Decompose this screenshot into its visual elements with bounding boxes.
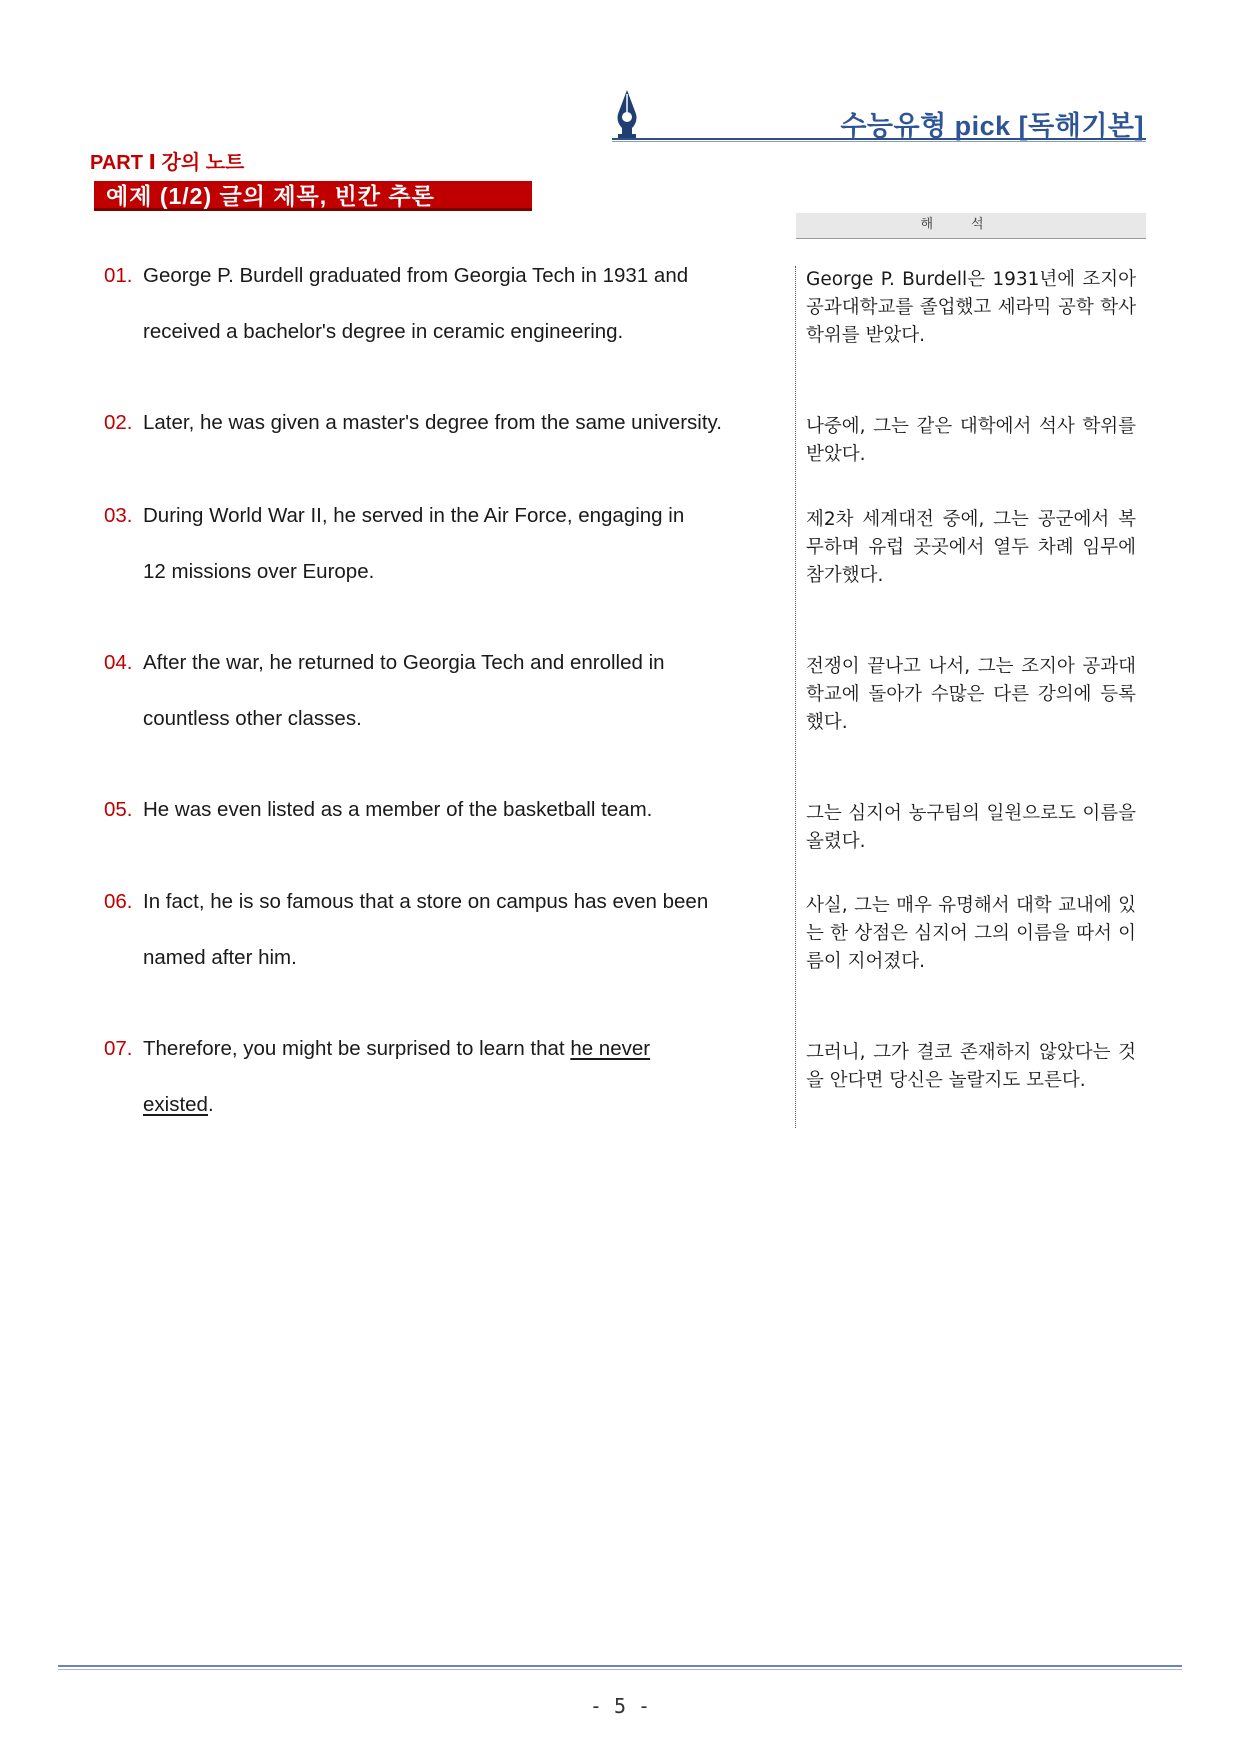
sentence-text-line2: . bbox=[207, 1093, 214, 1116]
sentence-07 bbox=[104, 1021, 786, 1133]
translation-06: 사실, 그는 매우 유명해서 대학 교내에 있는 한 상점은 심지어 그의 이름을 따서 이름이 지어졌다. bbox=[806, 895, 1136, 972]
underlined-blank-phrase-cont: existed bbox=[143, 1093, 208, 1116]
sentence-05 bbox=[104, 782, 786, 838]
sentence-number: 05. bbox=[104, 798, 133, 821]
sentence-number: 01. bbox=[104, 264, 133, 287]
sentence-text-line1: George P. Burdell graduated from Georgia Tech in 1931 and bbox=[143, 264, 689, 287]
sentence-text-line2: named after him. bbox=[143, 946, 297, 969]
sentence-number: 04. bbox=[104, 651, 133, 674]
translation-01: George P. Burdell은 1931년에 조지아 공과대학교를 졸업했고 세라믹 공학 학사 학위를 받았다. bbox=[806, 269, 1136, 346]
sentence-02 bbox=[104, 395, 786, 451]
sentence-06 bbox=[104, 874, 786, 986]
sentence-text-line1: In fact, he is so famous that a store on campus has even been bbox=[143, 890, 709, 913]
sentence-number: 07. bbox=[104, 1037, 133, 1060]
translation-column-header: 해석 bbox=[796, 213, 1146, 239]
sentence-number: 02. bbox=[104, 411, 133, 434]
translation-03: 제2차 세계대전 중에, 그는 공군에서 복무하며 유럽 곳곳에서 열두 차례 임무에 참가했다. bbox=[806, 509, 1136, 586]
sentence-text-line1: Later, he was given a master's degree from the same university. bbox=[143, 411, 722, 434]
footer-rule-thin bbox=[58, 1669, 1182, 1670]
part-label: PART Ⅰ 강의 노트 bbox=[90, 152, 245, 174]
translation-02: 나중에, 그는 같은 대학에서 석사 학위를 받았다. bbox=[806, 416, 1136, 465]
fountain-pen-nib-icon bbox=[612, 88, 642, 140]
sentence-number: 06. bbox=[104, 890, 133, 913]
sentence-text-line1: After the war, he returned to Georgia Tech and enrolled in bbox=[143, 651, 665, 674]
section-title-banner: 예제 (1/2) 글의 제목, 빈칸 추론 bbox=[94, 181, 532, 211]
sentence-text-line2: 12 missions over Europe. bbox=[143, 560, 375, 583]
page-number: - 5 - bbox=[589, 1694, 651, 1718]
book-title: 수능유형 pick [독해기본] bbox=[840, 111, 1144, 141]
translation-07: 그러니, 그가 결코 존재하지 않았다는 것을 안다면 당신은 놀랄지도 모른다. bbox=[806, 1042, 1136, 1091]
sentence-03 bbox=[104, 488, 786, 600]
translation-05: 그는 심지어 농구팀의 일원으로도 이름을 올렸다. bbox=[806, 803, 1136, 852]
sentence-text-line2: received a bachelor's degree in ceramic engineering. bbox=[143, 320, 624, 343]
sentence-text-line1: He was even listed as a member of the basketball team. bbox=[143, 798, 653, 821]
sentence-text-line2: countless other classes. bbox=[143, 707, 362, 730]
sentence-text-line1: During World War II, he served in the Air Force, engaging in bbox=[143, 504, 685, 527]
translation-04: 전쟁이 끝나고 나서, 그는 조지아 공과대학교에 돌아가 수많은 다른 강의에 등록했다. bbox=[806, 656, 1136, 733]
underlined-blank-phrase: he never bbox=[570, 1037, 651, 1060]
sentence-number: 03. bbox=[104, 504, 133, 527]
column-divider bbox=[795, 266, 796, 1128]
sentence-01 bbox=[104, 248, 786, 360]
footer-rule bbox=[58, 1665, 1182, 1667]
sentence-text-line1: Therefore, you might be surprised to learn that bbox=[143, 1037, 571, 1060]
sentence-04 bbox=[104, 635, 786, 747]
